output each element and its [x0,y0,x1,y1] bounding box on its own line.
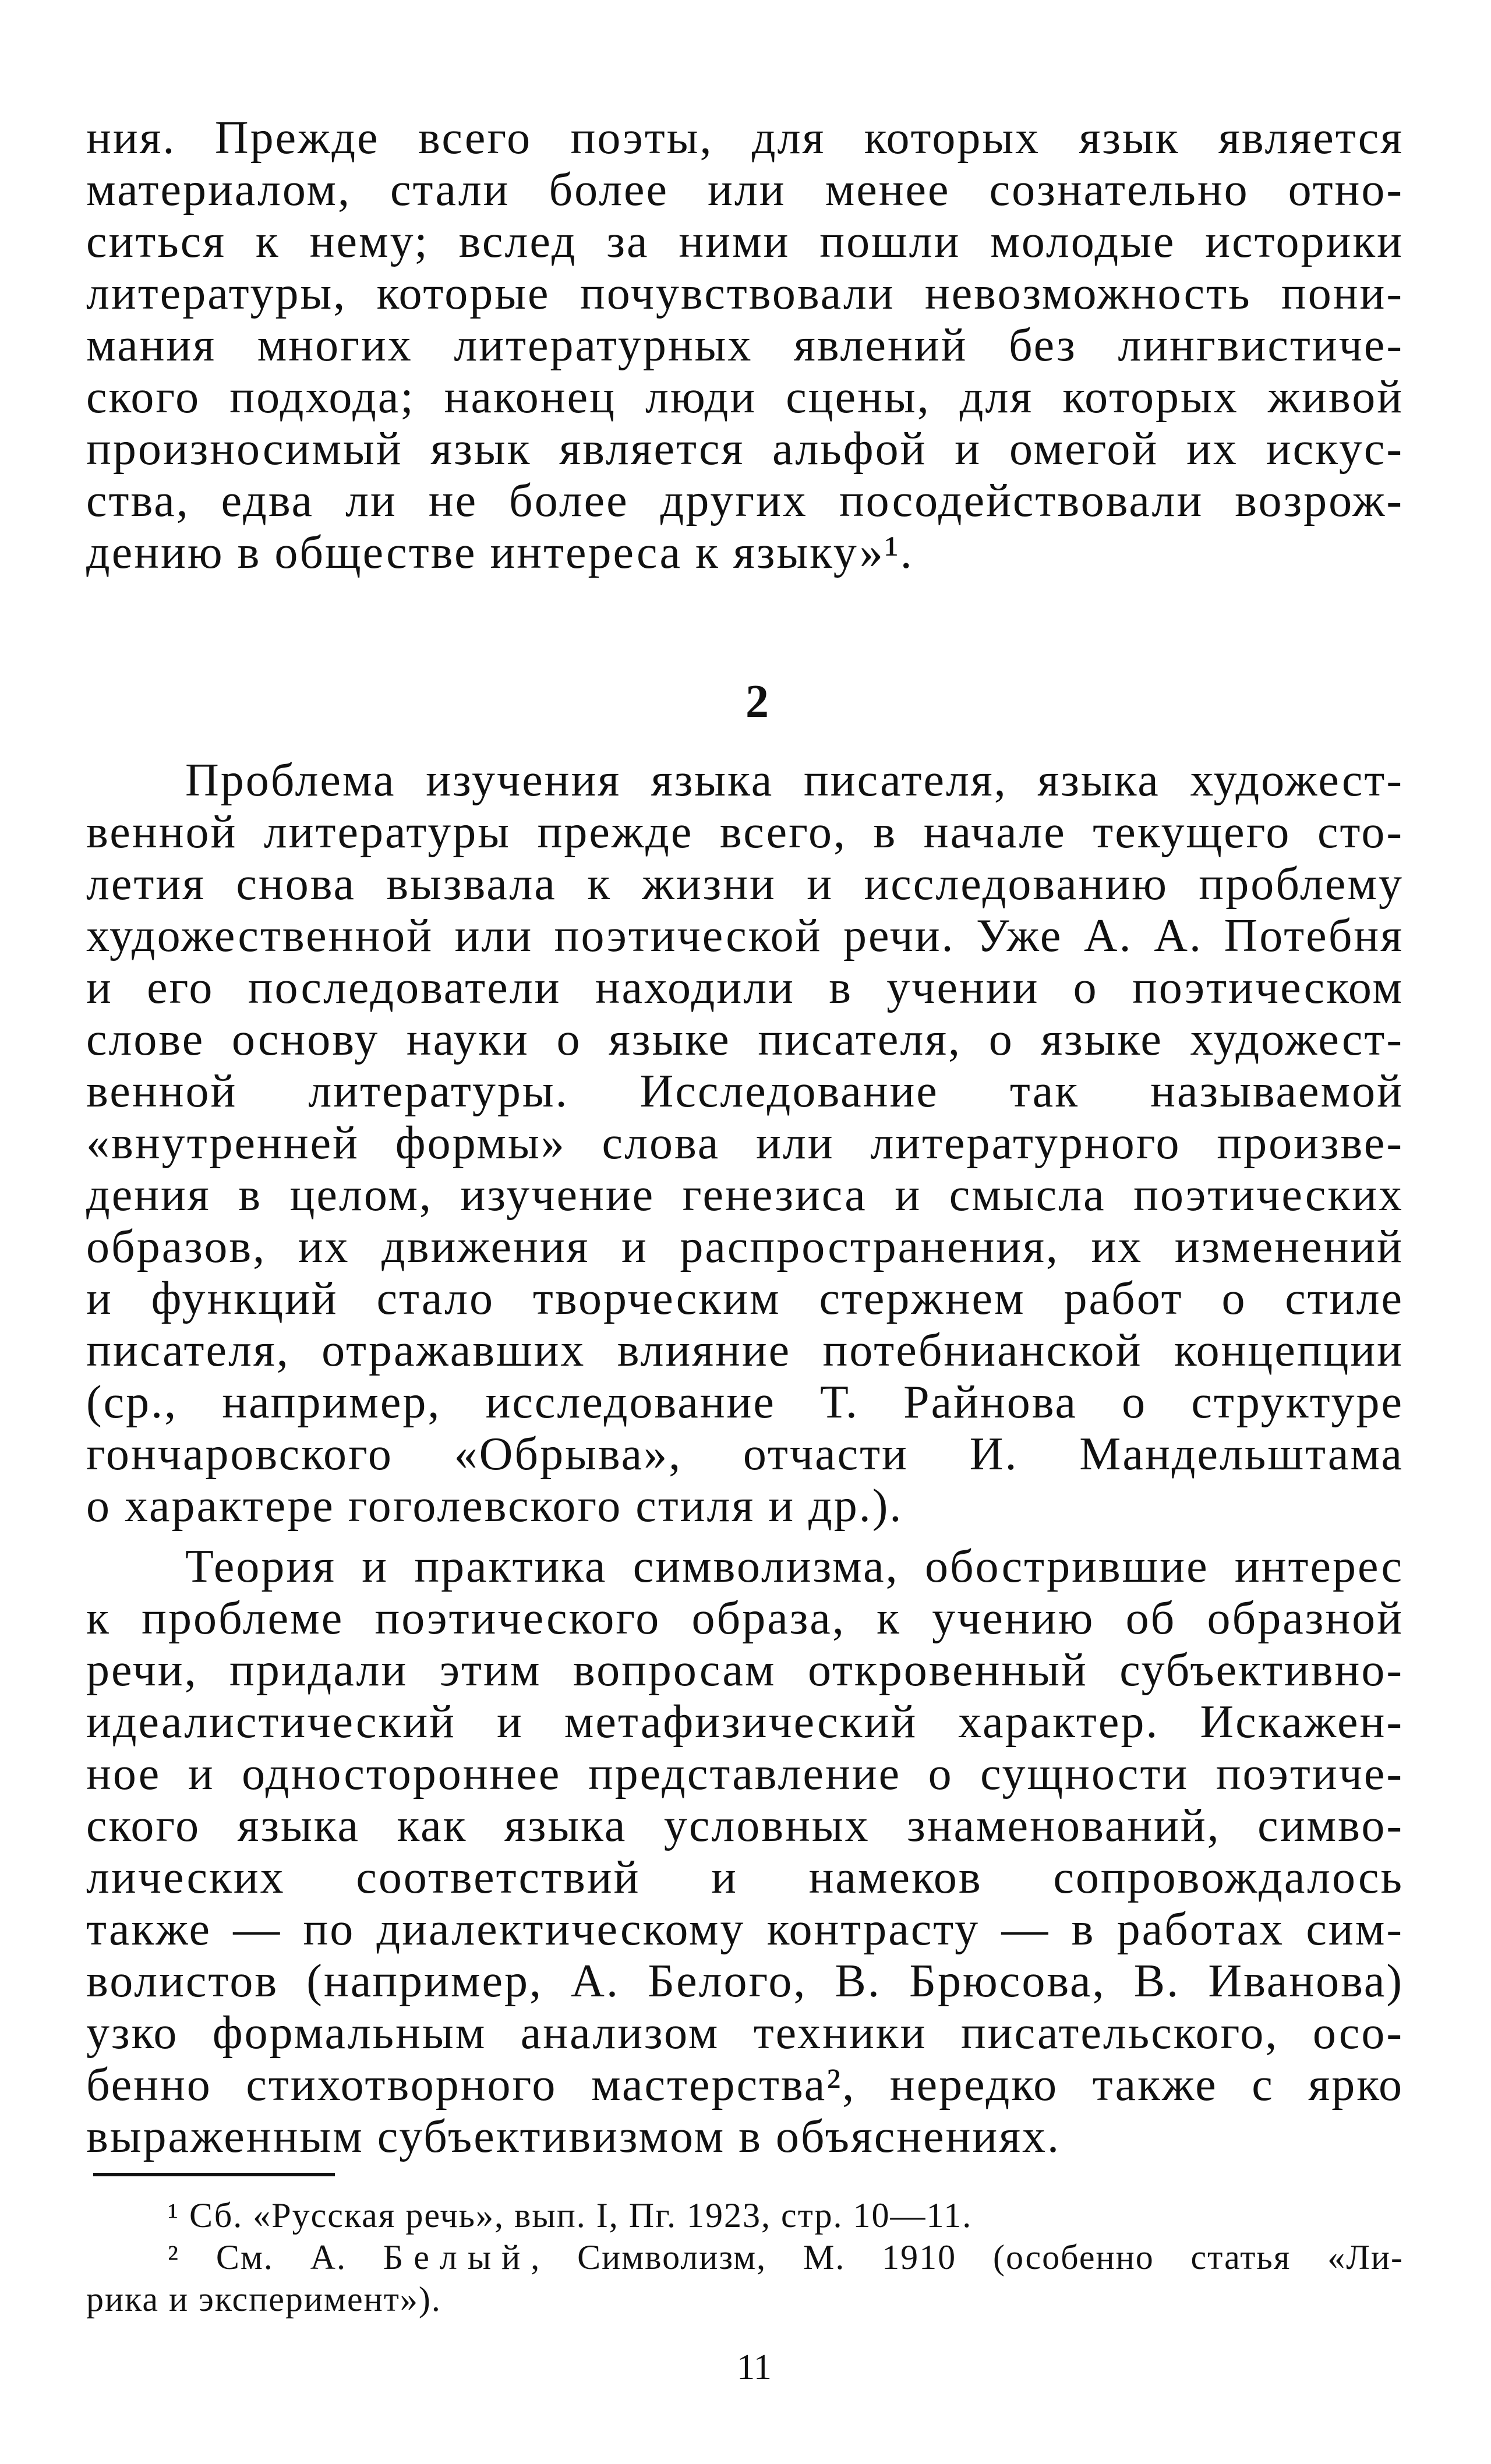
text-line: и его последователи находили в учении о поэтическом [86,962,1404,1013]
footnote-1: ¹ Сб. «Русская речь», вып. I, Пг. 1923, стр. 10—11. [168,2196,973,2235]
text-line: выраженным субъективизмом в объяснениях. [86,2111,1061,2162]
text-line: дению в обществе интереса к языку»¹. [86,527,914,578]
text-line: к проблеме поэтического образа, к учению об образной [86,1593,1404,1644]
section-number: 2 [746,676,769,727]
text-line: образов, их движения и распространения, их изменений [86,1221,1404,1272]
text-line: произносимый язык является альфой и омегой их искус- [86,423,1404,475]
text-line: ситься к нему; вслед за ними пошли молодые историки [86,216,1404,267]
text-line: «внутренней формы» слова или литературного произве- [86,1118,1404,1169]
text-line: ния. Прежде всего поэты, для которых язык является [86,112,1404,164]
footnote-2 [86,2236,1404,2278]
text-line: Проблема изучения языка писателя, языка художест- [185,755,1404,806]
text-line: писателя, отражавших влияние потебнианской концепции [86,1325,1404,1376]
page-number: 11 [737,2348,772,2387]
text-line: волистов (например, А. Белого, В. Брюсова, В. Иванова) [86,1956,1404,2007]
footnote-divider [93,2173,335,2176]
text-line: также — по диалектическому контрасту — в работах сим- [86,1904,1404,1955]
footnote-2-prefix: ² См. А. [168,2238,383,2276]
footnote-2-rest: , Символизм, М. 1910 (особенно статья «Ли- [531,2238,1404,2276]
text-line: дения в целом, изучение генезиса и смысла поэтических [86,1169,1404,1221]
text-line: летия снова вызвала к жизни и исследованию проблему [86,858,1404,910]
text-line: речи, придали этим вопросам откровенный субъективно- [86,1645,1404,1696]
text-line: ского языка как языка условных знаменований, симво- [86,1800,1404,1851]
footnotes [86,2194,1404,2320]
text-line: бенно стихотворного мастерства², нередко также с ярко [86,2059,1404,2111]
text-line: венной литературы. Исследование так называемой [86,1066,1404,1117]
text-line: (ср., например, исследование Т. Райнова о структуре [86,1377,1404,1428]
text-line: художественной или поэтической речи. Уже А. А. Потебня [86,910,1404,961]
text-line: слове основу науки о языке писателя, о языке художест- [86,1014,1404,1065]
text-line: ства, едва ли не более других посодействовали возрож- [86,475,1404,526]
footnote-2-continued: рика и эксперимент»). [86,2280,441,2318]
text-line: и функций стало творческим стержнем работ о стиле [86,1273,1404,1324]
paragraph-continued [86,112,1404,579]
text-line: гончаровского «Обрыва», отчасти И. Мандельштама [86,1429,1404,1480]
text-line: лических соответствий и намеков сопровождалось [86,1852,1404,1903]
text-line: Теория и практика символизма, обострившие интерес [185,1541,1404,1592]
footnote-2-author: Белый [383,2238,531,2276]
text-line: узко формальным анализом техники писательского, осо- [86,2007,1404,2059]
text-line: идеалистический и метафизический характер. Искажен- [86,1696,1404,1748]
text-line: литературы, которые почувствовали невозможность пони- [86,268,1404,319]
text-line: венной литературы прежде всего, в начале текущего сто- [86,807,1404,858]
paragraph-potebnya [86,755,1404,1532]
text-line: материалом, стали более или менее сознательно отно- [86,164,1404,215]
paragraph-symbolism [86,1541,1404,2163]
text-line: ное и одностороннее представление о сущности поэтиче- [86,1748,1404,1800]
text-line: мания многих литературных явлений без лингвистиче- [86,320,1404,371]
text-line: ского подхода; наконец люди сцены, для которых живой [86,372,1404,423]
text-line: о характере гоголевского стиля и др.). [86,1480,903,1532]
